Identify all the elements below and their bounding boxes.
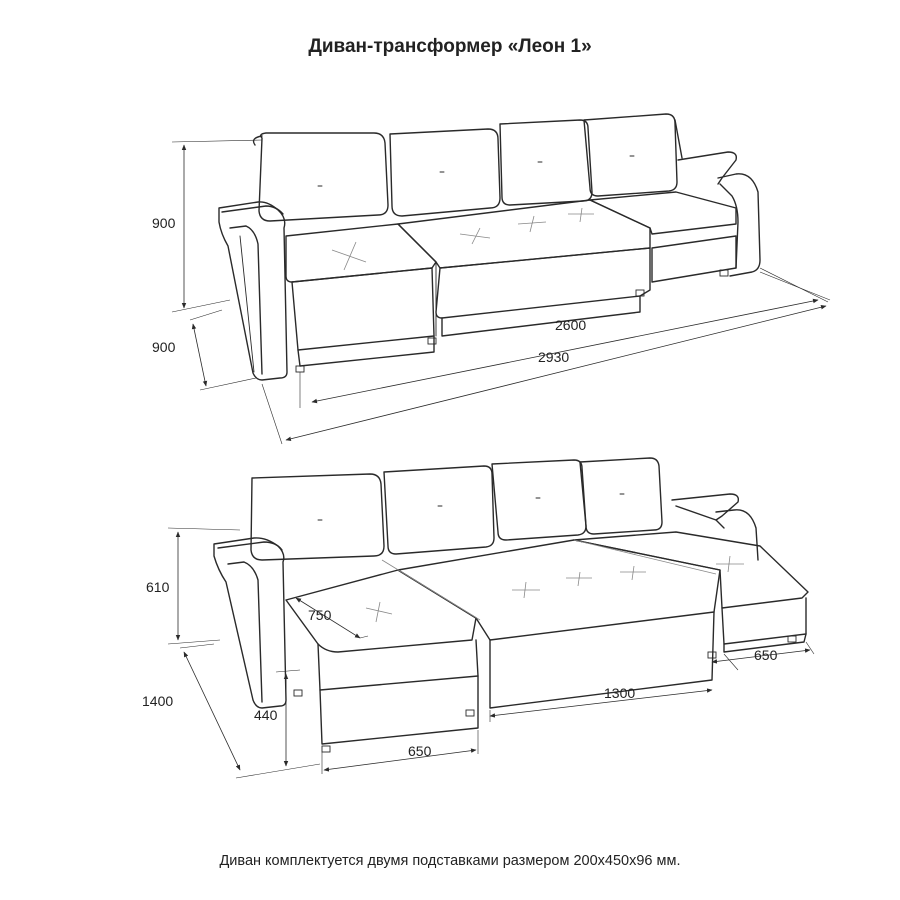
back-cushion-1 [251,474,384,560]
height-label-bottom: 610 [146,579,170,595]
foot [322,746,330,752]
depth-label-bottom: 1400 [142,693,174,709]
seat-right [590,192,736,234]
foot [296,366,304,372]
footer-note: Диван комплектуется двумя подставками размером 200х450х96 мм. [219,853,681,869]
seat-height-label: 440 [254,707,278,723]
back-cushion-2 [390,129,500,216]
back-cushion-4 [580,458,662,534]
right-armrest [678,152,736,184]
back-cushion-1 [259,133,388,221]
back-cushion-2 [384,466,494,554]
chaise-depth-label: 750 [308,607,332,623]
bed-right-top [574,532,808,608]
foot [294,690,302,696]
right-width-label: 650 [754,647,778,663]
depth-label-top: 900 [152,339,176,355]
seat-left [286,224,436,282]
seat-width-label: 2600 [555,317,587,333]
sofa-folded-drawing [152,114,830,444]
page-title: Диван-трансформер «Леон 1» [308,36,592,57]
bed-center-top [398,540,720,640]
foot [788,636,796,642]
sofa-unfolded-drawing [142,458,814,778]
center-width-label: 1300 [604,685,636,701]
total-width-label: 2930 [538,349,570,365]
back-cushion-4 [584,114,677,196]
foot [428,338,436,344]
height-label-top: 900 [152,215,176,231]
back-cushion-3 [500,120,592,205]
left-armrest [214,538,286,708]
foot [466,710,474,716]
back-cushion-3 [492,460,586,540]
left-armrest [219,202,287,380]
left-width-label: 650 [408,743,432,759]
